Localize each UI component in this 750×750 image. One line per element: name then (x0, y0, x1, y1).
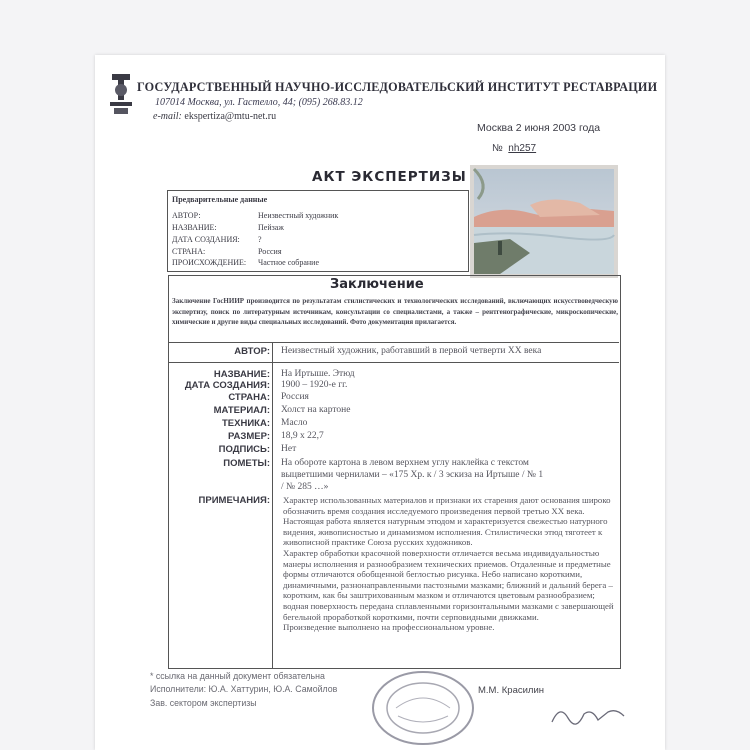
conclusion-value: Масло (281, 418, 308, 428)
footer-head: Зав. сектором экспертизы (150, 698, 257, 708)
conclusion-key: НАЗВАНИЕ: (213, 369, 270, 380)
conclusion-value: Россия (281, 392, 309, 402)
preliminary-row (172, 211, 338, 220)
notes-label: ПРИМЕЧАНИЯ: (198, 495, 270, 506)
conclusion-value: Нет (281, 444, 297, 454)
conclusion-key: ПОДПИСЬ: (218, 444, 270, 455)
conclusion-key: ТЕХНИКА: (222, 418, 270, 429)
author-label: АВТОР: (234, 346, 270, 357)
preliminary-key: ДАТА СОЗДАНИЯ: (172, 235, 240, 244)
preliminary-key: ПРОИСХОЖДЕНИЕ: (172, 258, 247, 267)
institute-logo-icon (108, 72, 134, 116)
painting-photo (470, 165, 618, 278)
preliminary-value: Россия (258, 247, 282, 256)
conclusion-value: 1900 – 1920-е гг. (281, 380, 348, 390)
conclusion-key: СТРАНА: (228, 392, 270, 403)
marks-line: / № 285 …» (281, 482, 329, 492)
notes-paragraph: Произведение выполнено на профессиональном уровне. (283, 622, 495, 633)
preliminary-row (172, 247, 282, 256)
preliminary-row (172, 258, 319, 267)
document-date: Москва 2 июня 2003 года (477, 122, 601, 134)
notes-paragraph: Характер использованных материалов и признаки их старения дают основания широко обозначить время создания исследуемого произведения первой третью XX века. (283, 495, 611, 516)
act-title: АКТ ЭКСПЕРТИЗЫ (312, 169, 467, 185)
footer-executors: Исполнители: Ю.А. Хаттурин, Ю.А. Самойлов (150, 684, 338, 694)
conclusion-value: На обороте картона в левом верхнем углу наклейка с текстом (281, 458, 529, 468)
notes-paragraph: Характер обработки красочной поверхности отличается весьма индивидуальностью манеры исполнения и разнообразием технических приемов. Отдаленные и предметные формы отличаются обобщенной беглостью рисунка. Небо написано короткими, динамичными, разнонаправленными пастозными мазками; ближний и дальний берега – коротким, как бы заштрихованным мазком и отличаются цветовым разнообразием; водная поверхность передана сплавленными горизонтальными мазками с завершающей бегельной проработкой короткими, почти серповидными движками. (283, 547, 614, 622)
preliminary-data-box (167, 190, 469, 272)
conclusion-labels (168, 342, 270, 667)
preliminary-key: АВТОР: (172, 211, 201, 220)
footer-note: * ссылка на данный документ обязательна (150, 671, 325, 681)
notes-text (283, 495, 617, 633)
conclusion-value: Холст на картоне (281, 405, 351, 415)
marks-line: выцветшими чернилами – «175 Хр. к / 3 эскиза на Иртыше / № 1 (281, 470, 544, 480)
signer-name: М.М. Красилин (478, 685, 544, 696)
preliminary-key: НАЗВАНИЕ: (172, 223, 217, 232)
preliminary-key: СТРАНА: (172, 247, 206, 256)
grid-divider (272, 343, 273, 668)
email-label: e-mail: (153, 111, 182, 122)
institute-address: 107014 Москва, ул. Гастелло, 44; (095) 268.83.12 (155, 97, 363, 108)
number-value: nh257 (508, 143, 537, 154)
conclusion-value: На Иртыше. Этюд (281, 369, 355, 379)
author-value: Неизвестный художник, работавший в первой четверти XX века (281, 346, 542, 356)
number-label: № (492, 143, 503, 154)
preliminary-row (172, 223, 284, 232)
preliminary-value: Пейзаж (258, 223, 284, 232)
conclusion-value: 18,9 х 22,7 (281, 431, 324, 441)
document-number (492, 143, 536, 154)
notes-paragraph: Настоящая работа является натурным этюдом и характеризуется свежестью натурного видения, живописностью и динамизмом исполнения. Стилистически этюд тяготеет к живописной практике Союза русских художников. (283, 516, 608, 548)
conclusion-title: Заключение (330, 277, 424, 292)
signature-icon (548, 700, 628, 730)
stamp-icon (368, 668, 478, 748)
conclusion-key: ПОМЕТЫ: (223, 458, 270, 469)
institute-email (153, 111, 276, 122)
email-value: ekspertiza@mtu-net.ru (184, 111, 277, 122)
conclusion-key: РАЗМЕР: (228, 431, 270, 442)
institute-name: ГОСУДАРСТВЕННЫЙ НАУЧНО-ИССЛЕДОВАТЕЛЬСКИЙ ИНСТИТУТ РЕСТАВРАЦИИ (137, 80, 658, 94)
conclusion-key: МАТЕРИАЛ: (213, 405, 270, 416)
conclusion-intro: Заключение ГосНИИР производится по результатам стилистических и технологических исследований, включающих искусствоведческую экспертизу, поиск по литературным источникам, консультации со специалистами, а также – рентгенографические, микроскопические, химические и другие виды специальных исследований. Фото документация прилагается. (172, 297, 618, 326)
conclusion-key: ДАТА СОЗДАНИЯ: (184, 380, 270, 391)
preliminary-value: Неизвестный художник (258, 211, 339, 220)
preliminary-title: Предварительные данные (172, 195, 268, 204)
preliminary-row (172, 235, 262, 244)
preliminary-value: Частное собрание (258, 258, 320, 267)
preliminary-value: ? (258, 235, 262, 244)
